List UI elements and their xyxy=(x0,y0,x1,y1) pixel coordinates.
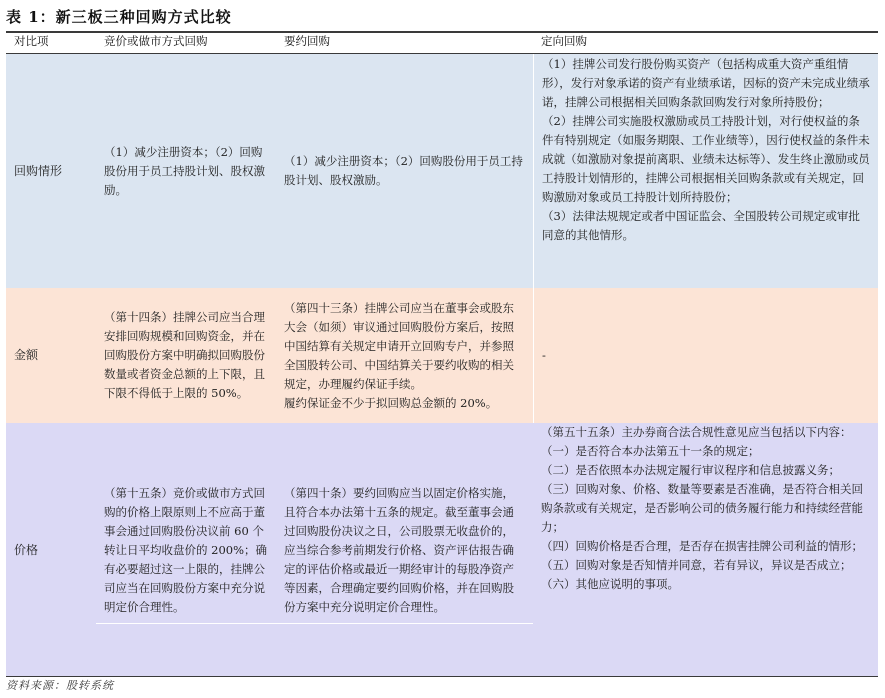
cell-situations-tender: （1）减少注册资本；（2）回购股份用于员工持股计划、股权激励。 xyxy=(284,154,523,187)
table-row-amount xyxy=(6,288,878,423)
cell-situations-bidding: （1）减少注册资本；（2）回购股份用于员工持股计划、股权激励。 xyxy=(104,144,265,197)
table-row-situations xyxy=(6,54,878,288)
directed-price-6: （五）回购对象是否知情并同意，若有异议，异议是否成立； xyxy=(541,558,852,572)
cell-situations-directed xyxy=(533,54,878,288)
directed-price-3: （二）是否依照本办法规定履行审议程序和信息披露义务； xyxy=(541,463,840,477)
header-compare-item: 对比项 xyxy=(14,34,49,48)
cell-amount-tender xyxy=(276,288,533,423)
directed-price-4: （三）回购对象、价格、数量等要素是否准确，是否符合相关回购条款或有关规定，是否影响公司的债务履行能力和持续经营能力； xyxy=(541,482,863,534)
cell-price-bidding: （第十五条）竞价或做市方式回购的价格上限原则上不应高于董事会通过回购股份决议前 60 个转让日平均收盘价的 200%；确有必要超过这一上限的，挂牌公司应当在回购股份方案中充分说明定价合理性。 xyxy=(104,485,268,614)
table-header-row xyxy=(6,31,878,54)
cell-amount-directed: - xyxy=(533,288,878,423)
cell-price-directed xyxy=(533,423,878,677)
directed-situation-1: （1）挂牌公司发行股份购买资产（包括构成重大资产重组情形），发行对象承诺的资产有业绩承诺，因标的资产未完成业绩承诺，挂牌公司根据相关回购条款回购发行对象所持股份； xyxy=(542,57,870,109)
comparison-table xyxy=(6,31,878,677)
table-bottom-rule xyxy=(6,676,878,677)
header-directed-repurchase: 定向回购 xyxy=(541,34,587,48)
row-label-amount: 金额 xyxy=(14,348,39,362)
directed-situation-2: （2）挂牌公司实施股权激励或员工持股计划，对行使权益的条件有特别规定（如服务期限、工作业绩等），因行使权益的条件未成就（如激励对象提前离职、业绩未达标等）、发生终止激励或员工持股计划情形的，挂牌公司根据相关回购条款或有关规定，回购激励对象或员工持股计划所持股份； xyxy=(542,114,870,204)
directed-price-7: （六）其他应说明的事项。 xyxy=(541,577,679,591)
row-divider xyxy=(96,623,533,624)
header-tender-repurchase: 要约回购 xyxy=(284,34,330,48)
cell-amount-bidding: （第十四条）挂牌公司应当合理安排回购规模和回购资金，并在回购股份方案中明确拟回购股份数量或者资金总额的上下限，且下限不得低于上限的 50%。 xyxy=(104,310,265,400)
tender-amount-text: （第四十三条）挂牌公司应当在董事会或股东大会（如须）审议通过回购股份方案后，按照中国结算有关规定申请开立回购专户，并参照全国股转公司、中国结算关于要约收购的相关规定，办理履约保证手续。 xyxy=(284,300,514,391)
table-row-price xyxy=(6,423,878,677)
directed-price-2: （一）是否符合本办法第五十一条的规定； xyxy=(541,444,760,458)
source-note: 资料来源：股转系统 xyxy=(6,679,114,692)
directed-price-5: （四）回购价格是否合理，是否存在损害挂牌公司利益的情形； xyxy=(541,539,863,553)
table-caption: 表 1：新三板三种回购方式比较 xyxy=(6,8,232,26)
directed-price-1: （第五十五条）主办券商合法合规性意见应当包括以下内容： xyxy=(541,425,852,439)
header-bidding-repurchase: 竞价或做市方式回购 xyxy=(104,34,208,48)
cell-price-tender: （第四十条）要约回购应当以固定价格实施，且符合本办法第十五条的规定。截至董事会通过回购股份决议之日，公司股票无收盘价的，应当综合参考前期发行价格、资产评估报告确定的评估价格或最近一期经审计的每股净资产等因素，合理确定要约回购价格，并在回购股份方案中充分说明定价合理性。 xyxy=(284,485,514,614)
tender-amount-deposit: 履约保证金不少于拟回购总金额的 20%。 xyxy=(284,395,498,410)
row-label-price: 价格 xyxy=(14,542,39,557)
row-label-situations: 回购情形 xyxy=(14,163,63,178)
directed-situation-3: （3）法律法规规定或者中国证监会、全国股转公司规定或审批同意的其他情形。 xyxy=(542,209,860,242)
